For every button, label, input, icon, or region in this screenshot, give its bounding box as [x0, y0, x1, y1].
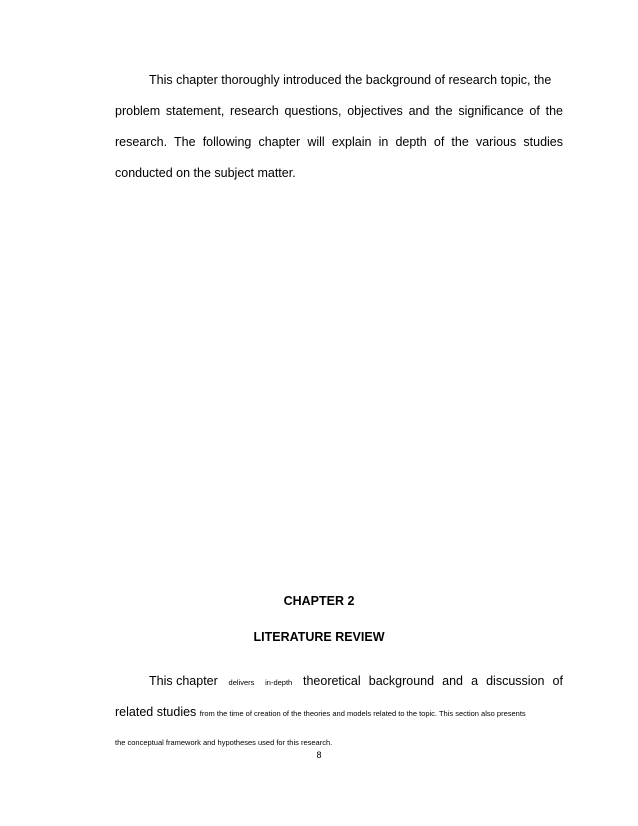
paragraph-1-line-2: [115, 104, 563, 118]
chapter-number: CHAPTER 2: [283, 594, 355, 608]
paragraph-2-line-1-d: theoretical background and a discussion of: [302, 674, 563, 688]
paragraph-2-line-1-c: in-depth: [265, 678, 293, 687]
chapter-title: LITERATURE REVIEW: [253, 630, 385, 644]
paragraph-2-line-2-a: related studies: [115, 705, 197, 719]
paragraph-2-line-2-b: from the time of creation of the theories and models related to the topic. This section also presents: [199, 709, 526, 718]
paragraph-2-line-1-b: delivers: [228, 678, 255, 687]
paragraph-2-line-1-a: This chapter: [149, 674, 218, 688]
page-number: 8: [316, 750, 322, 760]
paragraph-1-line-2-text: problem statement, research questions, objectives and the significance of the: [115, 104, 563, 118]
paragraph-2-line-2: [115, 705, 563, 719]
paragraph-1-line-3-text: research. The following chapter will explain in depth of the various studies: [115, 135, 563, 149]
paragraph-1-line-1: This chapter thoroughly introduced the background of research topic, the: [149, 73, 552, 87]
paragraph-2-line-1: [149, 674, 563, 688]
paragraph-2-line-3: the conceptual framework and hypotheses used for this research.: [115, 738, 333, 747]
paragraph-1-line-4: conducted on the subject matter.: [115, 166, 296, 180]
paragraph-1-line-3: [115, 135, 563, 149]
